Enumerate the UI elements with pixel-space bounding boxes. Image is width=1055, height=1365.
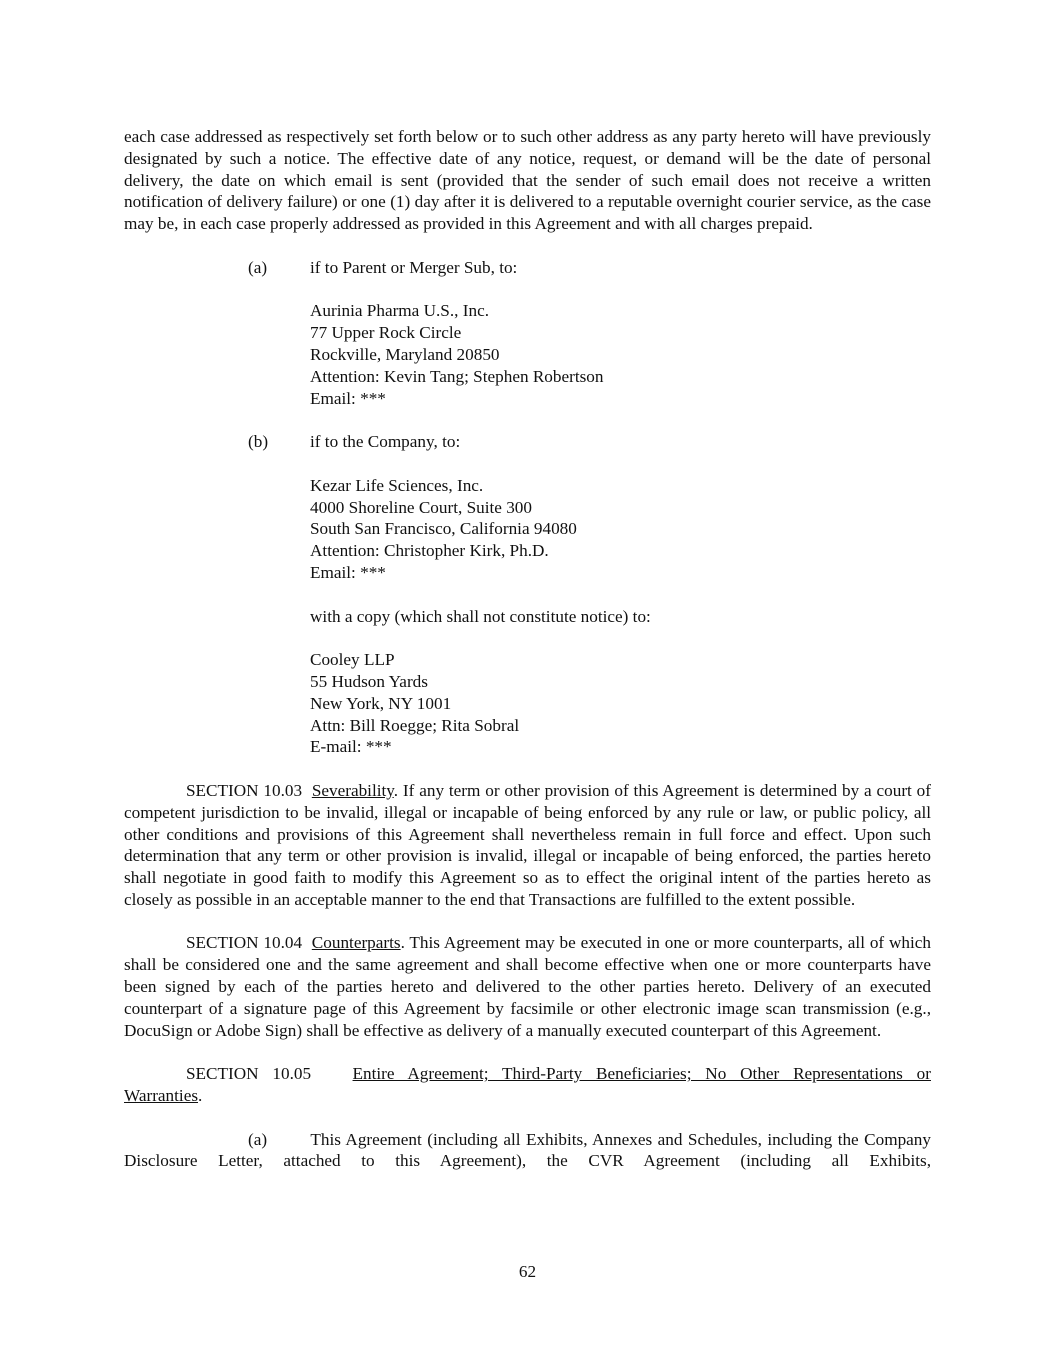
copy-notice-line: with a copy (which shall not constitute notice) to: bbox=[310, 606, 651, 626]
section-title: Severability bbox=[311, 780, 394, 800]
notice-text-b: if to the Company, to: bbox=[310, 432, 461, 452]
address-line: 4000 Shoreline Court, Suite 300 bbox=[310, 497, 532, 517]
address-line: Attention: Christopher Kirk, Ph.D. bbox=[310, 541, 549, 561]
address-line: New York, NY 1001 bbox=[310, 693, 452, 713]
section-10-05-heading-cont bbox=[124, 1085, 931, 1107]
section-body: . This Agreement may be executed in one or more counterparts, all of which shall be considered one and the same agreement and shall become effective when one or more counterparts have been signed by each of the parties hereto and delivered to the other parties hereto. Delivery of an executed counterpart of a signature page of this Agreement by facsimile or other electronic image scan transmission (e.g., DocuSign or Adobe Sign) shall be effective as delivery of a manually executed counterpart of this Agreement. bbox=[124, 933, 931, 1040]
notice-label-a: (a) bbox=[248, 257, 268, 277]
section-title: Entire Agreement; Third-Party Beneficiaries; No Other Representations or bbox=[352, 1064, 931, 1084]
page-number: 62 bbox=[518, 1262, 537, 1281]
address-line: E-mail: *** bbox=[310, 737, 392, 757]
copy-notice-text bbox=[124, 606, 931, 628]
notice-item-b bbox=[124, 431, 931, 453]
section-title-cont: Warranties bbox=[124, 1086, 199, 1106]
section-10-04 bbox=[124, 932, 931, 1041]
address-line: Rockville, Maryland 20850 bbox=[310, 344, 500, 364]
address-line: 55 Hudson Yards bbox=[310, 671, 428, 691]
section-title: Counterparts bbox=[311, 933, 401, 953]
clause-body: This Agreement (including all Exhibits, Annexes and Schedules, including the Company Disclosure Letter, attached to this Agreement), the CVR Agreement (including all Exhibits, bbox=[124, 1129, 931, 1171]
section-10-03 bbox=[124, 780, 931, 911]
address-line: Kezar Life Sciences, Inc. bbox=[310, 475, 484, 495]
document-page bbox=[124, 126, 931, 1172]
notice-label-b: (b) bbox=[248, 432, 269, 452]
section-10-05-heading bbox=[124, 1063, 931, 1085]
address-line: Email: *** bbox=[310, 562, 386, 582]
notice-text-a: if to Parent or Merger Sub, to: bbox=[310, 257, 518, 277]
section-number: SECTION 10.05 bbox=[186, 1064, 312, 1084]
address-line: Aurinia Pharma U.S., Inc. bbox=[310, 301, 490, 321]
section-title-end: . bbox=[198, 1086, 203, 1106]
section-body: . If any term or other provision of this Agreement is determined by a court of competent jurisdiction to be invalid, illegal or incapable of being enforced by any rule or law, or public policy, all other conditions and provisions of this Agreement shall nevertheless remain in full force and effect. Upon such determination that any term or other provision is invalid, illegal or incapable of being enforced, the parties hereto shall negotiate in good faith to modify this Agreement so as to effect the original intent of the parties hereto as closely as possible in an acceptable manner to the end that Transactions are fulfilled to the extent possible. bbox=[124, 780, 932, 909]
intro-paragraph: each case addressed as respectively set forth below or to such other address as any party hereto will have previously designated by such a notice. The effective date of any notice, request, or demand will be the date of personal delivery, the date on which email is sent (provided that the sender of such email does not receive a written notification of delivery failure) or one (1) day after it is delivered to a reputable overnight courier service, as the case may be, in each case properly addressed as provided in this Agreement and with all charges prepaid. bbox=[124, 127, 931, 234]
section-number: SECTION 10.03 bbox=[186, 780, 303, 800]
section-10-05-a bbox=[124, 1129, 931, 1173]
address-line: South San Francisco, California 94080 bbox=[310, 519, 577, 539]
notice-item-a bbox=[124, 257, 931, 279]
parent-address-block bbox=[124, 300, 931, 409]
address-line: 77 Upper Rock Circle bbox=[310, 323, 462, 343]
counsel-address-block bbox=[124, 649, 931, 758]
company-address-block bbox=[124, 475, 931, 584]
section-number: SECTION 10.04 bbox=[186, 933, 303, 953]
address-line: Attn: Bill Roegge; Rita Sobral bbox=[310, 715, 520, 735]
address-line: Attention: Kevin Tang; Stephen Robertson bbox=[310, 366, 604, 386]
address-line: Cooley LLP bbox=[310, 650, 395, 670]
clause-label: (a) bbox=[248, 1129, 268, 1149]
address-line: Email: *** bbox=[310, 388, 386, 408]
